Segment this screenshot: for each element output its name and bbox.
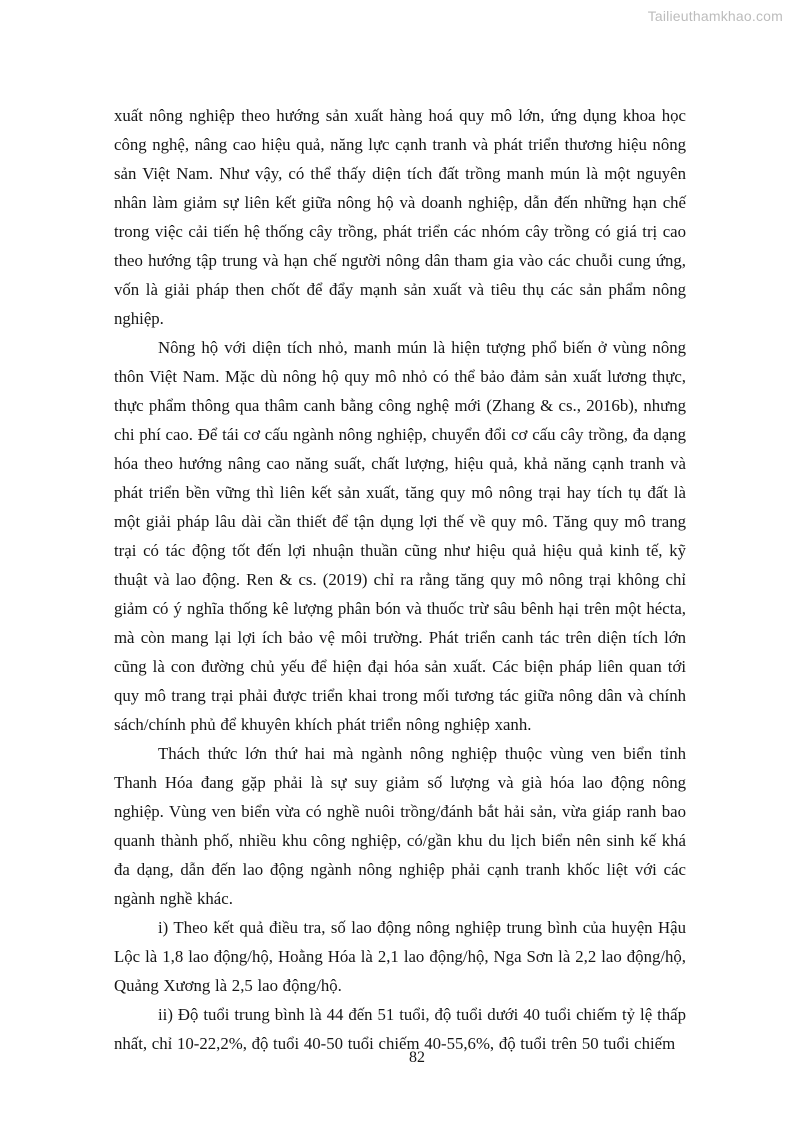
page-number: 82 — [409, 1049, 425, 1066]
paragraph-3: Thách thức lớn thứ hai mà ngành nông nghiệp thuộc vùng ven biển tỉnh Thanh Hóa đang gặp phải là sự suy giảm số lượng và già hóa lao động nông nghiệp. Vùng ven biển vừa có nghề nuôi trồng/đánh bắt hải sản, vừa giáp ranh bao quanh thành phố, nhiều khu công nghiệp, có/gần khu du lịch biển nên sinh kế khá đa dạng, dẫn đến lao động ngành nông nghiệp phải cạnh tranh khốc liệt với các ngành nghề khác. — [114, 744, 686, 908]
paragraph-4-list-item-i: i) Theo kết quả điều tra, số lao động nông nghiệp trung bình của huyện Hậu Lộc là 1,8 lao động/hộ, Hoằng Hóa là 2,1 lao động/hộ, Nga Sơn là 2,2 lao động/hộ, Quảng Xương là 2,5 lao động/hộ. — [114, 918, 686, 995]
paragraph-5-list-item-ii: ii) Độ tuổi trung bình là 44 đến 51 tuổi, độ tuổi dưới 40 tuổi chiếm tỷ lệ thấp nhất, chỉ 10-22,2%, độ tuổi 40-50 tuổi chiếm 40-55,6%, độ tuổi trên 50 tuổi chiếm — [114, 1005, 686, 1053]
page-footer — [0, 1048, 794, 1068]
paragraph-2: Nông hộ với diện tích nhỏ, manh mún là hiện tượng phổ biến ở vùng nông thôn Việt Nam. Mặc dù nông hộ quy mô nhỏ có thể bảo đảm sản xuất lương thực, thực phẩm thông qua thâm canh bằng công nghệ mới (Zhang & cs., 2016b), nhưng chi phí cao. Để tái cơ cấu ngành nông nghiệp, chuyển đổi cơ cấu cây trồng, đa dạng hóa theo hướng nâng cao năng suất, chất lượng, hiệu quả, khả năng cạnh tranh và phát triển bền vững thì liên kết sản xuất, tăng quy mô nông trại hay tích tụ đất là một giải pháp lâu dài cần thiết để tận dụng lợi thế về quy mô. Tăng quy mô trang trại có tác động tốt đến lợi nhuận thuần cũng như hiệu quả hiệu quả kinh tế, kỹ thuật và lao động. Ren & cs. (2019) chỉ ra rằng tăng quy mô nông trại không chỉ giảm có ý nghĩa thống kê lượng phân bón và thuốc trừ sâu bênh hại trên một hécta, mà còn mang lại lợi ích bảo vệ môi trường. Phát triển canh tác trên diện tích lớn cũng là con đường chủ yếu để hiện đại hóa sản xuất. Các biện pháp liên quan tới quy mô trang trại phải được triển khai trong mối tương tác giữa nông dân và chính sách/chính phủ để khuyên khích phát triển nông nghiệp xanh. — [114, 338, 686, 734]
paragraph-1: xuất nông nghiệp theo hướng sản xuất hàng hoá quy mô lớn, ứng dụng khoa học công nghệ, nâng cao hiệu quả, năng lực cạnh tranh và phát triển thương hiệu nông sản Việt Nam. Như vậy, có thể thấy diện tích đất trồng manh mún là một nguyên nhân làm giảm sự liên kết giữa nông hộ và doanh nghiệp, dẫn đến những hạn chế trong việc cải tiến hệ thống cây trồng, phát triển các nhóm cây trồng có giá trị cao theo hướng tập trung và hạn chế người nông dân tham gia vào các chuỗi cung ứng, vốn là giải pháp then chốt để đẩy mạnh sản xuất và tiêu thụ các sản phẩm nông nghiệp. — [114, 106, 686, 328]
watermark: Tailieuthamkhao.com — [647, 8, 783, 24]
page-body — [114, 101, 686, 1058]
